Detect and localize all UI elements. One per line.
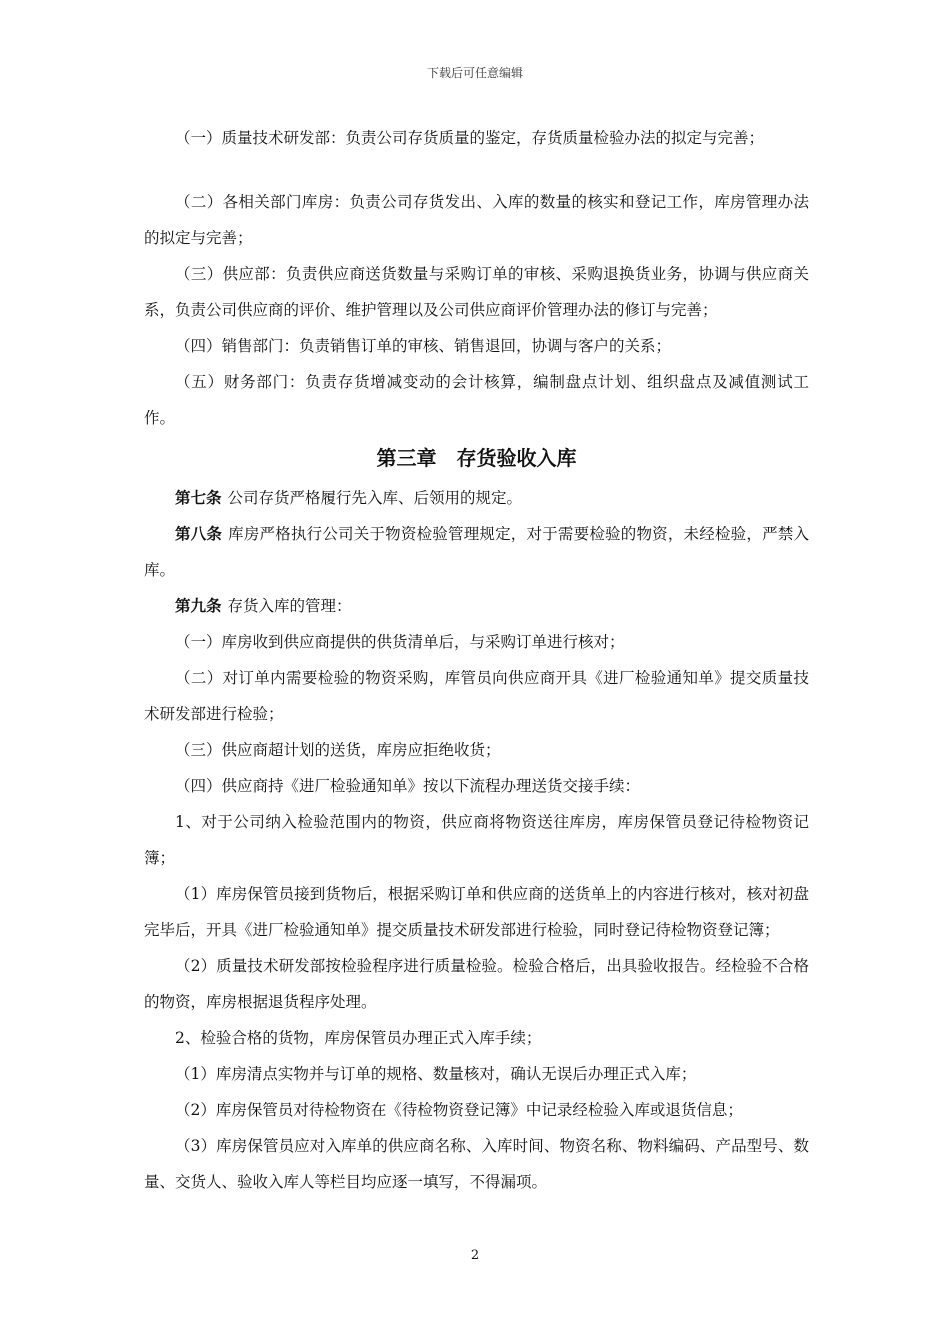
list-item: （2）质量技术研发部按检验程序进行质量检验。检验合格后，出具验收报告。经检验不合格的物资，库房根据退货程序处理。 bbox=[144, 957, 809, 1011]
list-item: （三）供应商超计划的送货，库房应拒绝收货； bbox=[175, 741, 501, 759]
list-item: （二）对订单内需要检验的物资采购，库管员向供应商开具《进厂检验通知单》提交质量技术研发部进行检验； bbox=[144, 669, 809, 723]
chapter-title: 第三章 存货验收入库 bbox=[376, 446, 577, 470]
list-item: （四）供应商持《进厂检验通知单》按以下流程办理送货交接手续： bbox=[175, 777, 641, 795]
document-body bbox=[144, 120, 809, 1200]
list-item: 2、检验合格的货物，库房保管员办理正式入库手续； bbox=[175, 1029, 542, 1047]
list-item: （3）库房保管员应对入库单的供应商名称、入库时间、物资名称、物料编码、产品型号、数量、交货人、验收入库人等栏目均应逐一填写，不得漏项。 bbox=[144, 1137, 809, 1191]
list-item: 1、对于公司纳入检验范围内的物资，供应商将物资送往库房，库房保管员登记待检物资记簿； bbox=[144, 813, 809, 867]
list-item: （1）库房清点实物并与订单的规格、数量核对，确认无误后办理正式入库； bbox=[175, 1065, 697, 1083]
article-label: 第八条 bbox=[175, 525, 223, 543]
article-text: 存货入库的管理： bbox=[227, 597, 352, 615]
paragraph-3: （三）供应部：负责供应商送货数量与采购订单的审核、采购退换货业务，协调与供应商关系，负责公司供应商的评价、维护管理以及公司供应商评价管理办法的修订与完善； bbox=[144, 265, 809, 319]
article-label: 第七条 bbox=[175, 489, 222, 507]
list-item: （1）库房保管员接到货物后，根据采购订单和供应商的送货单上的内容进行核对，核对初盘完毕后，开具《进厂检验通知单》提交质量技术研发部进行检验，同时登记待检物资登记簿； bbox=[144, 885, 809, 939]
list-item: （一）库房收到供应商提供的供货清单后，与采购订单进行核对； bbox=[175, 633, 625, 651]
article-label: 第九条 bbox=[175, 597, 222, 615]
paragraph-1: （一）质量技术研发部：负责公司存货质量的鉴定，存货质量检验办法的拟定与完善； bbox=[175, 129, 765, 147]
article-text: 库房严格执行公司关于物资检验管理规定，对于需要检验的物资，未经检验，严禁入库。 bbox=[144, 525, 809, 579]
article-text: 公司存货严格履行先入库、后领用的规定。 bbox=[227, 489, 523, 507]
article-9 bbox=[144, 588, 809, 624]
list-item: （2）库房保管员对待检物资在《待检物资登记簿》中记录经检验入库或退货信息； bbox=[175, 1101, 743, 1119]
paragraph-2: （二）各相关部门库房：负责公司存货发出、入库的数量的核实和登记工作，库房管理办法的拟定与完善； bbox=[144, 193, 809, 247]
article-8 bbox=[144, 516, 809, 588]
article-7 bbox=[144, 480, 809, 516]
page-header: 下载后可任意编辑 bbox=[426, 66, 523, 80]
page-number: 2 bbox=[470, 1248, 480, 1263]
paragraph-5: （五）财务部门：负责存货增减变动的会计核算，编制盘点计划、组织盘点及减值测试工作。 bbox=[144, 373, 809, 427]
paragraph-4: （四）销售部门：负责销售订单的审核、销售退回，协调与客户的关系； bbox=[175, 337, 672, 355]
